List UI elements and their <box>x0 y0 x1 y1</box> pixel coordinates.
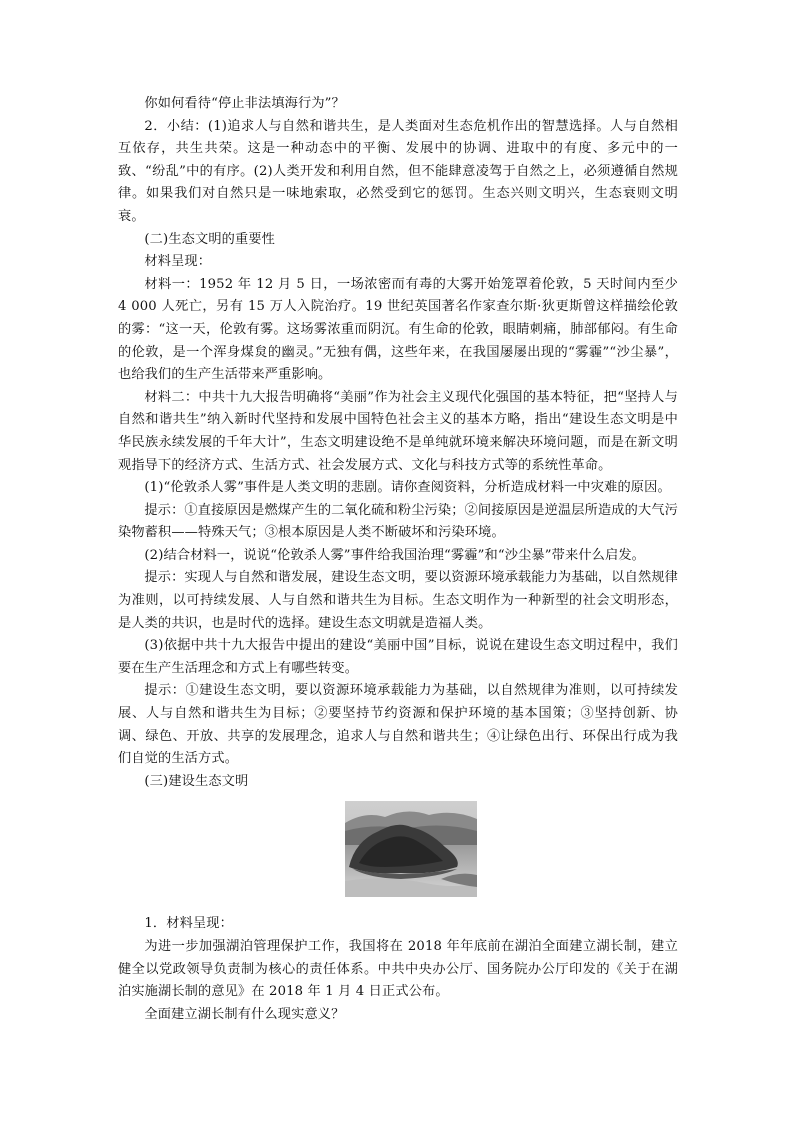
hint-1: 提示：①直接原因是燃煤产生的二氧化硫和粉尘污染；②间接原因是逆温层所造成的大气污染物蓄积——特殊天气；③根本原因是人类不断破坏和污染环境。 <box>118 502 678 541</box>
material-heading-2: 1．材料呈现： <box>144 916 233 932</box>
photo-container <box>118 801 678 909</box>
question-3: (3)依据中共十九大报告中提出的建设“美丽中国”目标，说说在建设生态文明过程中，我们要在生产生活理念和方式上有哪些转变。 <box>118 638 678 676</box>
lake-chief-material: 为进一步加强湖泊管理保护工作，我国将在 2018 年年底前在湖泊全面建立湖长制，建立健全以党政领导负责制为核心的责任体系。中共中央办公厅、国务院办公厅印发的《关于在湖泊实施湖长制的意见》在 2018 年 1 月 4 日正式公布。 <box>118 939 678 1000</box>
document-page <box>118 93 678 1026</box>
final-question: 全面建立湖长制有什么现实意义？ <box>144 1006 345 1022</box>
question-2: (2)结合材料一，说说“伦敦杀人雾”事件给我国治理“雾霾”和“沙尘暴”带来什么启发。 <box>144 547 646 563</box>
question-1: (1)“伦敦杀人雾”事件是人类文明的悲剧。请你查阅资料，分析造成材料一中灾难的原因。 <box>144 480 671 496</box>
section-heading-importance: (二)生态文明的重要性 <box>144 231 276 247</box>
material-label: 材料呈现： <box>144 254 212 270</box>
section-heading-build: (三)建设生态文明 <box>144 773 249 789</box>
summary-paragraph: 2．小结：(1)追求人与自然和谐共生，是人类面对生态危机作出的智慧选择。人与自然相互依存，共生共荣。这是一种动态中的平衡、发展中的协调、进取中的有度、多元中的一致、“纷乱”中的有序。(2)人类开发和利用自然，但不能肆意凌驾于自然之上，必须遵循自然规律。如果我们对自然只是一味地索取，必然受到它的惩罚。生态兴则文明兴，生态衰则文明衰。 <box>118 118 678 224</box>
hint-3: 提示：①建设生态文明，要以资源环境承载能力为基础，以自然规律为准则，以可持续发展、人与自然和谐共生为目标；②要坚持节约资源和保护环境的基本国策；③坚持创新、协调、绿色、开放、共享的发展理念，追求人与自然和谐共生；④让绿色出行、环保出行成为我们自觉的生活方式。 <box>118 683 678 767</box>
material-two: 材料二：中共十九大报告明确将“美丽”作为社会主义现代化强国的基本特征，把“坚持人与自然和谐共生”纳入新时代坚持和发展中国特色社会主义的基本方略，指出“建设生态文明是中华民族永续发展的千年大计”，生态文明建设绝不是单纯就环境来解决环境问题，而是在新文明观指导下的经济方式、生活方式、社会发展方式、文化与科技方式等的系统性革命。 <box>118 389 678 473</box>
lake-island-photo-icon <box>345 801 477 897</box>
question-line: 你如何看待“停止非法填海行为”？ <box>144 96 345 111</box>
material-one: 材料一：1952 年 12 月 5 日，一场浓密而有毒的大雾开始笼罩着伦敦，5 天时间内至少 4 000 人死亡，另有 15 万人入院治疗。19 世纪英国著名作家查尔斯·狄更斯曾这样描绘伦敦的雾：“这一天，伦敦有雾。这场雾浓重而阴沉。有生命的伦敦，眼睛刺痛，肺部郁闷。有生命的伦敦，是一个浑身煤炱的幽灵。”无独有偶，这些年来，在我国屡屡出现的“雾霾”“沙尘暴”，也给我们的生产生活带来严重影响。 <box>118 276 678 383</box>
hint-2: 提示：实现人与自然和谐发展，建设生态文明，要以资源环境承载能力为基础，以自然规律为准则，以可持续发展、人与自然和谐共生为目标。生态文明作为一种新型的社会文明形态，是人类的共识，也是时代的选择。建设生态文明就是造福人类。 <box>118 570 678 631</box>
